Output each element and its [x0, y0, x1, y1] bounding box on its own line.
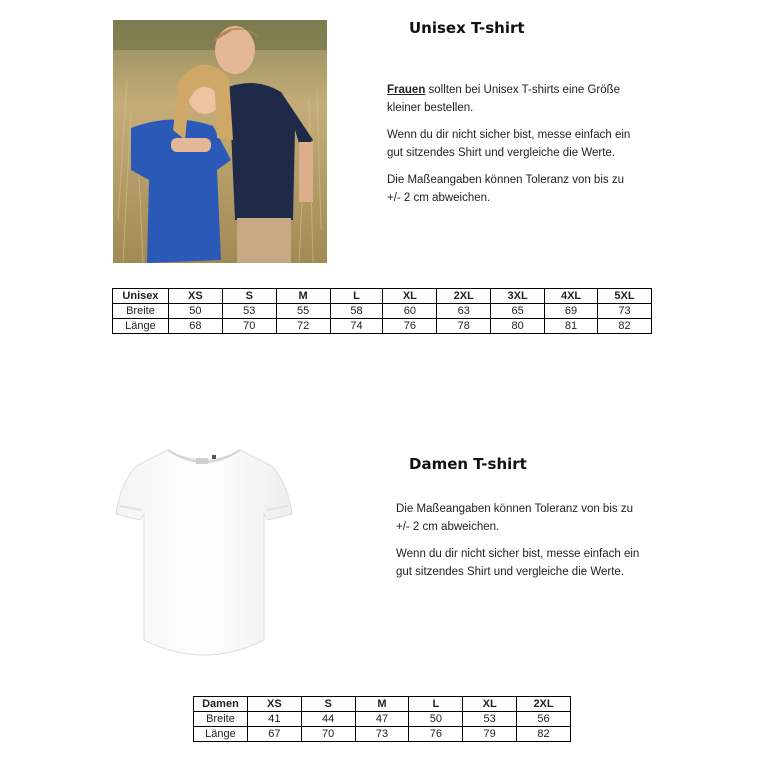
table-cell: 55 — [276, 304, 330, 319]
table-cell: 82 — [598, 319, 652, 334]
table-cell: 80 — [491, 319, 545, 334]
unisex-intro-rest: sollten bei Unisex T-shirts eine Größe kleiner bestellen. — [387, 84, 621, 114]
damen-size-table — [193, 696, 571, 742]
damen-header-row — [194, 697, 571, 712]
size-header: XL — [463, 697, 517, 712]
size-header: 3XL — [491, 289, 545, 304]
table-cell: 73 — [598, 304, 652, 319]
table-cell: 78 — [437, 319, 491, 334]
table-row — [194, 712, 571, 727]
table-cell: 69 — [545, 304, 598, 319]
size-header: XS — [168, 289, 222, 304]
unisex-header-row — [113, 289, 652, 304]
unisex-intro — [387, 81, 637, 117]
size-header: S — [301, 697, 355, 712]
table-cell: 70 — [301, 727, 355, 742]
table-cell: 65 — [491, 304, 545, 319]
table-cell: 76 — [409, 727, 463, 742]
table-cell: 53 — [222, 304, 276, 319]
unisex-title: Unisex T-shirt — [409, 19, 525, 37]
size-header: XS — [247, 697, 301, 712]
size-header: M — [276, 289, 330, 304]
size-header: S — [222, 289, 276, 304]
size-header: XL — [383, 289, 437, 304]
unisex-description — [387, 81, 637, 216]
table-row — [194, 727, 571, 742]
unisex-tolerance-note: Die Maßeangaben können Toleranz von bis zu +/- 2 cm abweichen. — [387, 174, 624, 204]
unisex-size-table — [112, 288, 652, 334]
table-cell: 41 — [247, 712, 301, 727]
table-cell: 74 — [330, 319, 383, 334]
size-header: 4XL — [545, 289, 598, 304]
damen-title: Damen T-shirt — [409, 455, 527, 473]
table-cell: 73 — [355, 727, 409, 742]
size-header: 2XL — [517, 697, 571, 712]
row-label: Breite — [113, 304, 169, 319]
table-cell: 81 — [545, 319, 598, 334]
table-row — [113, 304, 652, 319]
table-cell: 68 — [168, 319, 222, 334]
table-row — [113, 319, 652, 334]
size-header: M — [355, 697, 409, 712]
table-cell: 50 — [409, 712, 463, 727]
damen-measure-hint: Wenn du dir nicht sicher bist, messe einfach ein gut sitzendes Shirt und vergleiche die Werte. — [396, 548, 640, 578]
row-label: Breite — [194, 712, 248, 727]
table-cell: 79 — [463, 727, 517, 742]
table-cell: 67 — [247, 727, 301, 742]
unisex-header-label: Unisex — [113, 289, 169, 304]
unisex-intro-bold: Frauen — [387, 84, 426, 96]
table-cell: 60 — [383, 304, 437, 319]
damen-description — [396, 500, 646, 590]
damen-tolerance-note: Die Maßeangaben können Toleranz von bis zu +/- 2 cm abweichen. — [396, 503, 633, 533]
row-label: Länge — [194, 727, 248, 742]
size-header: L — [330, 289, 383, 304]
size-header: L — [409, 697, 463, 712]
table-cell: 56 — [517, 712, 571, 727]
table-cell: 44 — [301, 712, 355, 727]
size-header: 5XL — [598, 289, 652, 304]
table-cell: 76 — [383, 319, 437, 334]
table-cell: 58 — [330, 304, 383, 319]
size-header: 2XL — [437, 289, 491, 304]
unisex-measure-hint: Wenn du dir nicht sicher bist, messe einfach ein gut sitzendes Shirt und vergleiche die Werte. — [387, 129, 631, 159]
table-cell: 53 — [463, 712, 517, 727]
table-cell: 70 — [222, 319, 276, 334]
table-cell: 63 — [437, 304, 491, 319]
white-tshirt-image — [112, 444, 296, 666]
couple-photo — [113, 20, 327, 263]
table-cell: 72 — [276, 319, 330, 334]
damen-header-label: Damen — [194, 697, 248, 712]
table-cell: 47 — [355, 712, 409, 727]
table-cell: 50 — [168, 304, 222, 319]
row-label: Länge — [113, 319, 169, 334]
table-cell: 82 — [517, 727, 571, 742]
